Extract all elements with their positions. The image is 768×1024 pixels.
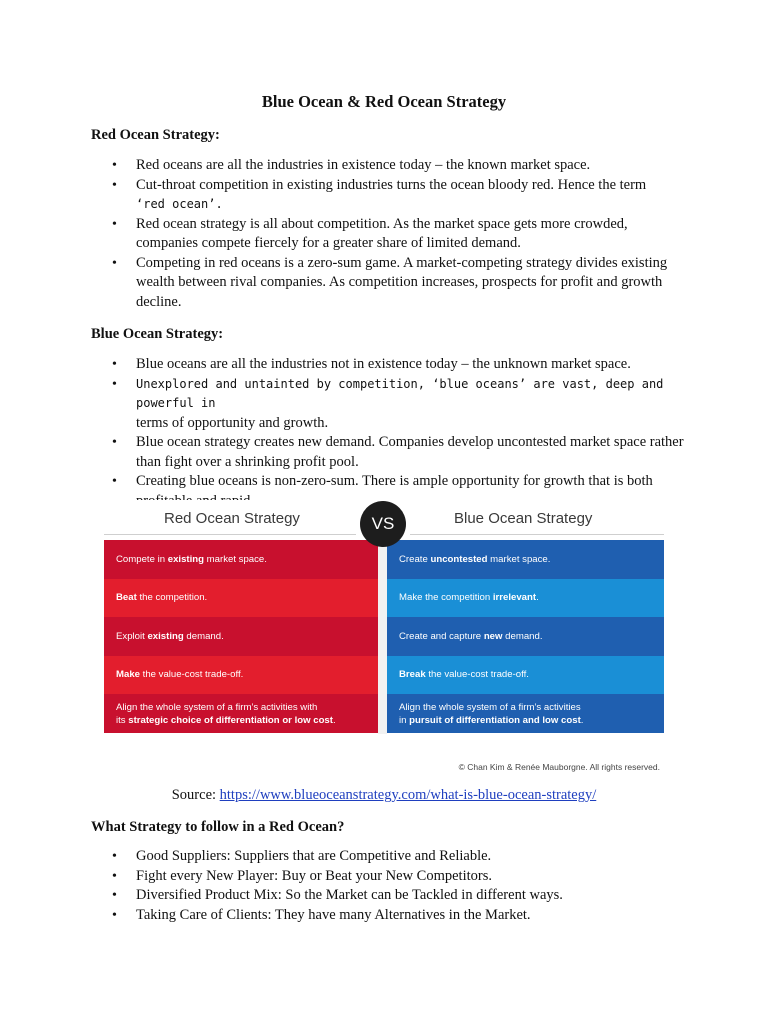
- blue-ocean-cell: [387, 694, 664, 733]
- cell-text: in: [399, 714, 410, 726]
- red-ocean-cell: [104, 694, 378, 733]
- list-item: [108, 847, 688, 867]
- list-item-text: Blue ocean strategy creates new demand. Companies develop uncontested market space rather than fight over a shrinking profit pool.: [136, 434, 684, 470]
- blue-ocean-cell: [387, 540, 664, 579]
- list-item: [108, 375, 688, 434]
- list-item: [108, 867, 688, 887]
- cell-text: .: [580, 714, 584, 726]
- red-ocean-cell: [104, 540, 378, 579]
- list-item-text: terms of opportunity and growth.: [136, 414, 329, 431]
- list-item-text: Competing in red oceans is a zero-sum game. A market-competing strategy divides existing wealth between rival companies. As competition increases, prospects for profit and growth decline.: [136, 254, 668, 310]
- header-rule-right: [410, 534, 664, 535]
- cell-emphasis: new: [483, 630, 503, 642]
- red-ocean-list: [108, 156, 688, 312]
- page-title: Blue Ocean & Red Ocean Strategy: [261, 92, 507, 111]
- cell-emphasis: uncontested: [430, 553, 488, 565]
- cell-emphasis: Make: [116, 669, 140, 681]
- cell-text: Create and capture: [399, 630, 484, 642]
- cell-text: the value-cost trade-off.: [425, 669, 529, 681]
- blue-ocean-list: [108, 355, 688, 511]
- blue-ocean-cell: [387, 579, 664, 618]
- column-divider: [378, 540, 387, 734]
- red-ocean-cell: [104, 656, 378, 695]
- cell-text: its: [116, 714, 129, 726]
- list-item: [108, 254, 688, 313]
- cell-text: Create: [399, 553, 431, 565]
- list-item: [108, 906, 688, 926]
- blue-ocean-cell: [387, 617, 664, 656]
- cell-text: Exploit: [116, 630, 148, 642]
- cell-text-line: Align the whole system of a firm’s activities with: [116, 701, 318, 713]
- cell-text: Make the competition: [399, 592, 493, 604]
- strategy-list: [108, 847, 688, 925]
- cell-text: market space.: [487, 553, 551, 565]
- source-line: [0, 786, 768, 804]
- comparison-figure: [104, 500, 664, 778]
- strategy-heading: What Strategy to follow in a Red Ocean?: [91, 819, 345, 835]
- cell-emphasis: Beat: [116, 592, 137, 604]
- cell-emphasis: existing: [167, 553, 204, 565]
- cell-text: the competition.: [136, 592, 208, 604]
- cell-text: demand.: [183, 630, 224, 642]
- vs-badge: VS: [360, 501, 406, 547]
- list-item-text: Red ocean strategy is all about competition. As the market space gets more crowded, companies compete fiercely for a greater share of limited demand.: [136, 215, 628, 251]
- list-item-text: Good Suppliers: Suppliers that are Competitive and Reliable.: [136, 848, 492, 864]
- cell-text: .: [536, 592, 539, 604]
- cell-text: the value-cost trade-off.: [140, 669, 244, 681]
- list-item: [108, 156, 688, 176]
- cell-text: .: [332, 714, 336, 726]
- list-item: [108, 355, 688, 375]
- cell-text: demand.: [502, 630, 543, 642]
- red-ocean-cell: [104, 579, 378, 618]
- cell-emphasis: pursuit of differentiation and low cost: [409, 714, 581, 726]
- figure-copyright: © Chan Kim & Renée Mauborgne. All rights reserved.: [458, 762, 660, 772]
- list-item-text: Blue oceans are all the industries not in existence today – the unknown market space.: [136, 356, 631, 372]
- cell-emphasis: irrelevant: [492, 592, 537, 604]
- cell-text-line: Align the whole system of a firm’s activities: [399, 701, 581, 713]
- list-item-text: Red oceans are all the industries in existence today – the known market space.: [136, 157, 591, 173]
- cell-text: market space.: [204, 553, 267, 565]
- red-ocean-cell: [104, 617, 378, 656]
- list-item-text: Fight every New Player: Buy or Beat your New Competitors.: [136, 867, 492, 884]
- red-ocean-heading: Red Ocean Strategy:: [91, 127, 220, 143]
- header-rule-left: [104, 534, 356, 535]
- blue-ocean-cell: [387, 656, 664, 695]
- cell-text: Compete in: [116, 553, 168, 565]
- source-link[interactable]: https://www.blueoceanstrategy.com/what-is-blue-ocean-strategy/: [219, 787, 597, 803]
- list-item: [108, 215, 688, 254]
- source-label: Source:: [171, 787, 220, 803]
- blue-ocean-figure-title: Blue Ocean Strategy: [454, 510, 593, 527]
- list-item-text: Taking Care of Clients: They have many Alternatives in the Market.: [136, 906, 531, 923]
- red-ocean-figure-title: Red Ocean Strategy: [164, 510, 300, 527]
- list-item: [108, 886, 688, 906]
- list-item: [108, 433, 688, 472]
- cell-emphasis: existing: [147, 630, 184, 642]
- cell-emphasis: Break: [399, 669, 426, 681]
- cell-emphasis: strategic choice of differentiation or low cost: [128, 714, 333, 726]
- list-item-text: Cut-throat competition in existing industries turns the ocean bloody red. Hence the term: [136, 176, 647, 193]
- list-item-text-mono: ‘red ocean’.: [136, 197, 223, 211]
- blue-ocean-heading: Blue Ocean Strategy:: [91, 326, 224, 342]
- list-item-text: Diversified Product Mix: So the Market can be Tackled in different ways.: [136, 887, 563, 903]
- list-item-text: Creating blue oceans is non-zero-sum. There is ample opportunity for growth that is both: [136, 473, 653, 489]
- list-item-text-mono: Unexplored and untainted by competition, ‘blue oceans’ are vast, deep and powerful in: [136, 376, 664, 410]
- list-item: [108, 176, 688, 215]
